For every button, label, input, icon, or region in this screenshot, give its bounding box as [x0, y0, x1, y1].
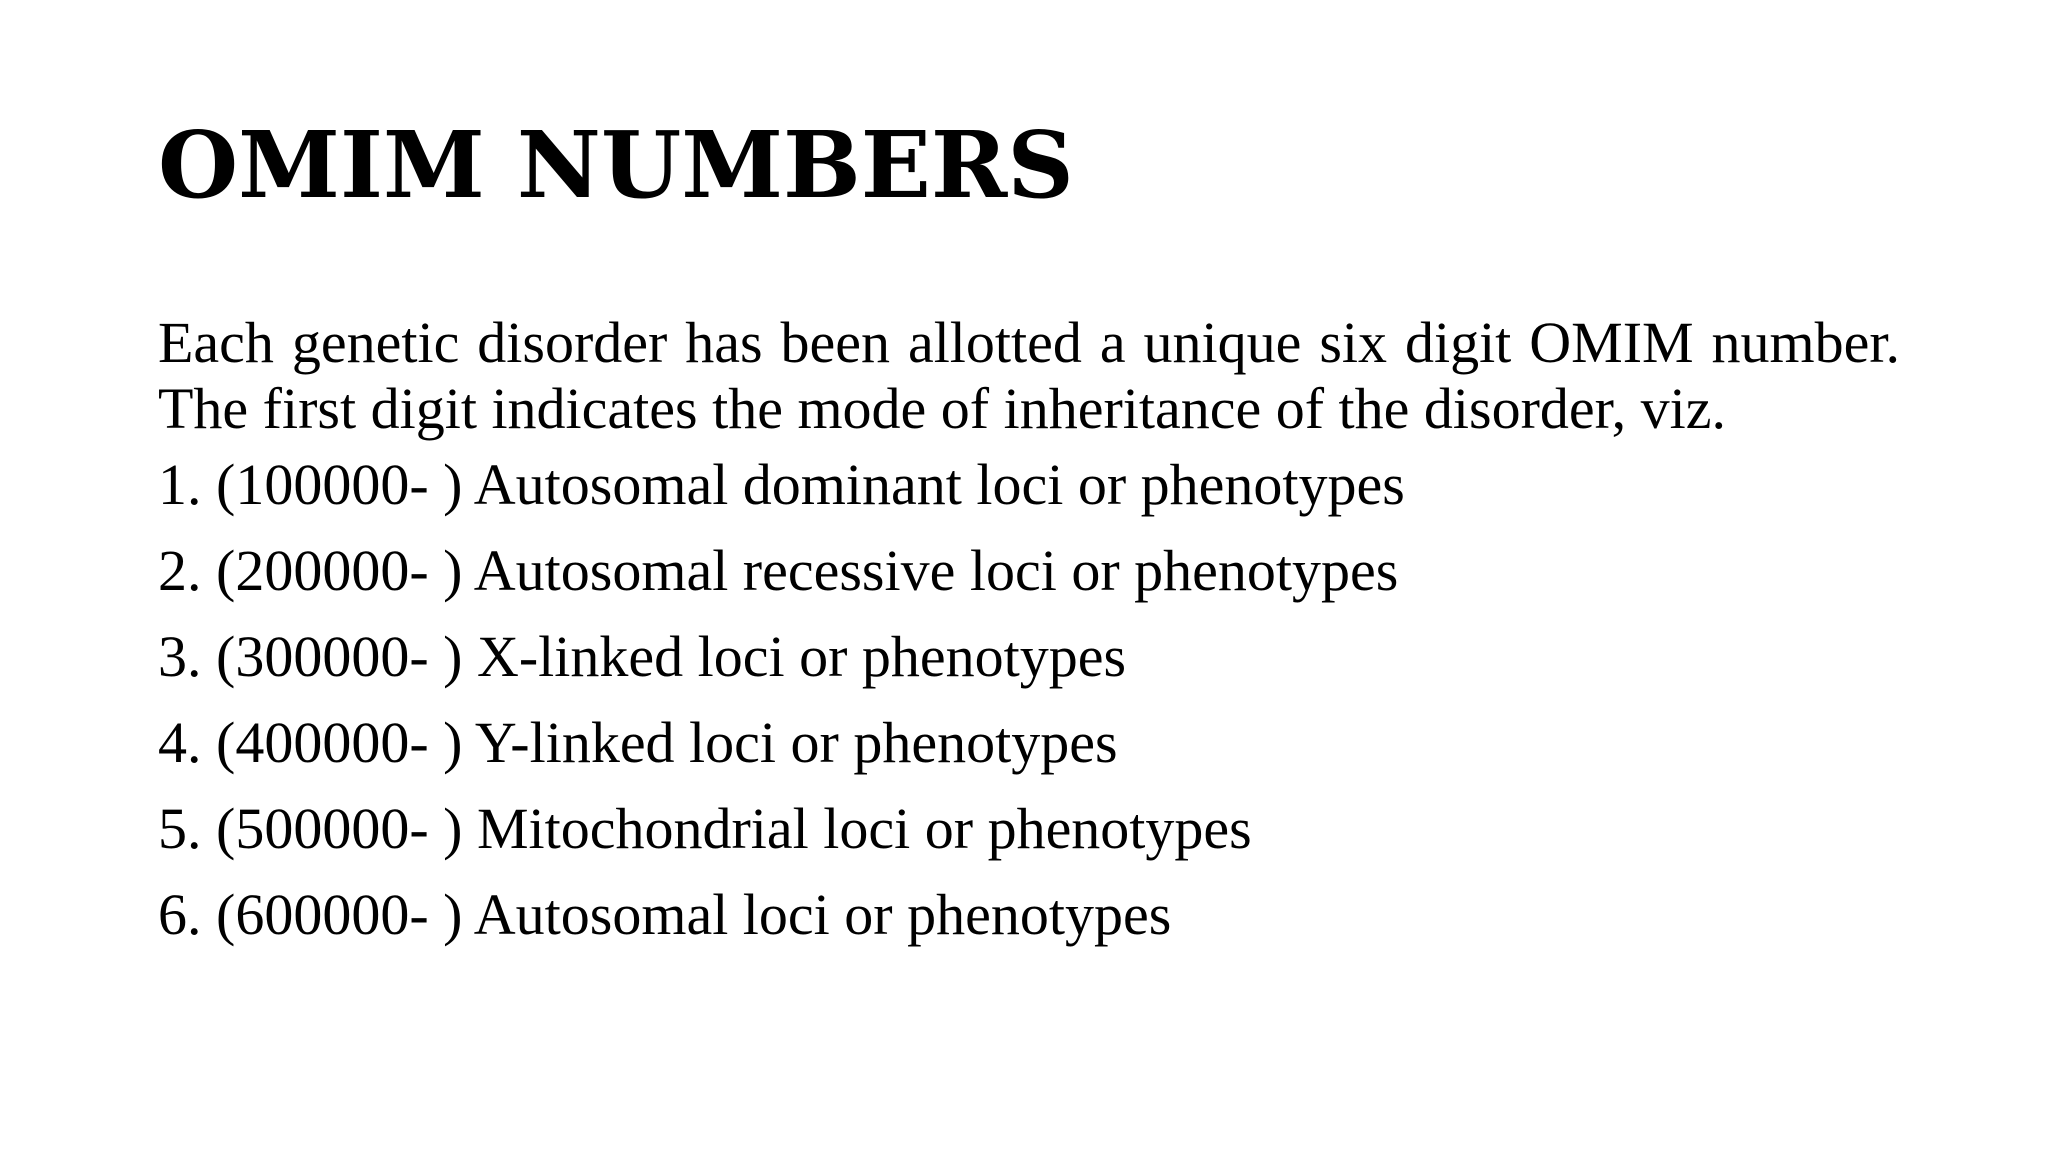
item-number: 2. [158, 538, 202, 603]
item-number: 1. [158, 452, 202, 517]
item-description: Autosomal recessive loci or phenotypes [473, 538, 1399, 603]
item-range: (100000- ) [216, 452, 463, 517]
item-number: 3. [158, 624, 202, 689]
slide-content [158, 310, 1900, 958]
list-item [158, 700, 1900, 786]
list-item [158, 786, 1900, 872]
item-description: Autosomal dominant loci or phenotypes [473, 452, 1405, 517]
item-range: (600000- ) [216, 882, 463, 947]
list-item [158, 872, 1900, 958]
item-range: (500000- ) [216, 796, 463, 861]
list-item [158, 442, 1900, 528]
item-range: (200000- ) [216, 538, 463, 603]
item-number: 5. [158, 796, 202, 861]
item-range: (300000- ) [216, 624, 463, 689]
item-description: Y-linked loci or phenotypes [474, 710, 1118, 775]
item-range: (400000- ) [216, 710, 463, 775]
list-item [158, 528, 1900, 614]
item-number: 4. [158, 710, 202, 775]
item-description: Autosomal loci or phenotypes [473, 882, 1172, 947]
list-item [158, 614, 1900, 700]
intro-paragraph: Each genetic disorder has been allotted a unique six digit OMIM number. The first digit indicates the mode of inheritance of the disorder, viz. [158, 310, 1900, 441]
item-number: 6. [158, 882, 202, 947]
item-description: Mitochondrial loci or phenotypes [476, 796, 1252, 861]
slide-title: OMIM NUMBERS [158, 111, 1074, 219]
item-description: X-linked loci or phenotypes [476, 624, 1127, 689]
inheritance-list [158, 442, 1900, 958]
